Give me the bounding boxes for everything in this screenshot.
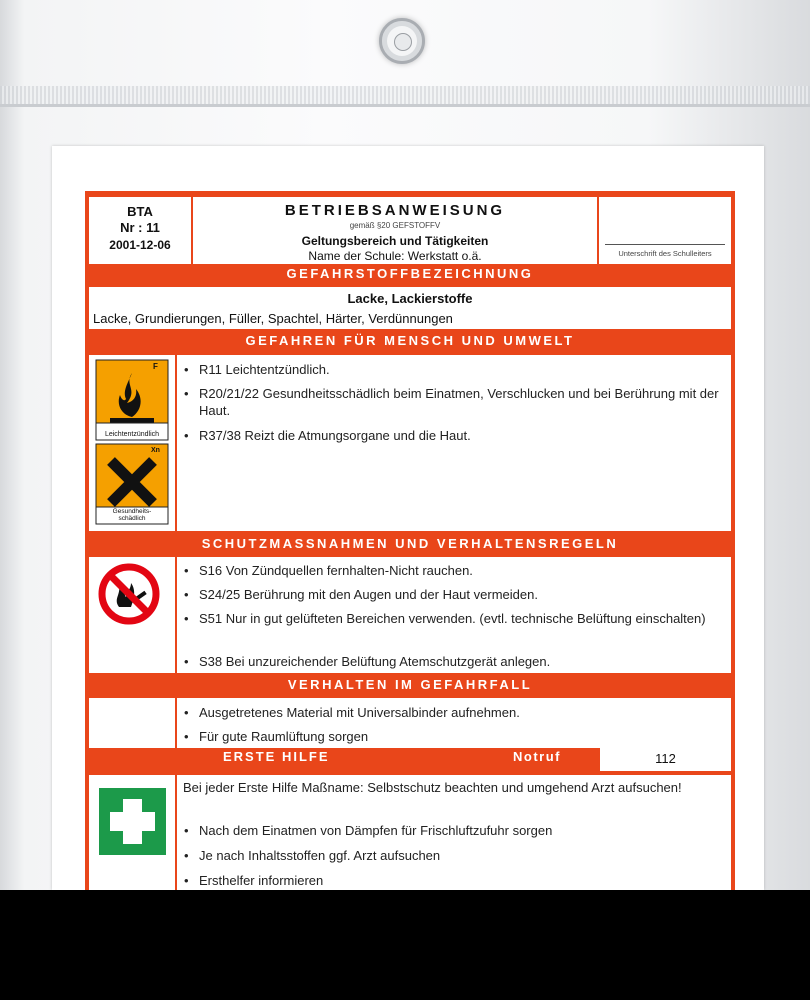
sleeve-seam-line xyxy=(0,104,810,107)
protection-text-cell xyxy=(177,557,731,673)
bottom-black-band xyxy=(0,890,810,1000)
emergency-call-label: Notruf xyxy=(513,749,561,764)
substance-name: Lacke, Lackierstoffe xyxy=(347,291,473,306)
substance-heading: GEFAHRSTOFFBEZEICHNUNG xyxy=(286,266,534,281)
school-name: Name der Schule: Werkstatt o.ä. xyxy=(308,249,482,263)
first-aid-intro: Bei jeder Erste Hilfe Maßname: Selbstschutz beachten und umgehend Arzt aufsuchen! xyxy=(183,780,682,795)
document-subtitle: gemäß §20 GEFSTOFFV xyxy=(349,221,441,230)
title-box xyxy=(193,197,597,264)
first-aid-text-cell xyxy=(177,775,731,890)
signature-box xyxy=(599,197,731,264)
signature-label: Unterschrift des Schulleiters xyxy=(618,249,712,258)
emergency-symbol-cell xyxy=(89,698,175,748)
emergency-item: • Ausgetretenes Material mit Universalbinder aufnehmen. xyxy=(199,704,724,721)
harmful-symbol-label-2: schädlich xyxy=(118,515,146,522)
bta-label: BTA xyxy=(127,204,153,219)
first-aid-cross-icon xyxy=(89,775,175,890)
first-aid-heading: ERSTE HILFE xyxy=(223,749,330,764)
hazard-item: • R11 Leichtentzündlich. xyxy=(199,361,724,378)
document-frame xyxy=(85,191,735,890)
first-aid-symbol-cell xyxy=(89,775,175,890)
protection-item: • S16 Von Zündquellen fernhalten-Nicht rauchen. xyxy=(199,562,724,579)
harmful-symbol-letter: Xn xyxy=(151,447,160,454)
operating-instruction-sheet xyxy=(52,146,764,890)
hazard-symbols-icon xyxy=(89,355,175,531)
protection-item: • S24/25 Berührung mit den Augen und der Haut vermeiden. xyxy=(199,586,724,603)
hazard-item: • R20/21/22 Gesundheitsschädlich beim Einatmen, Verschlucken und bei Berührung mit der Haut. xyxy=(199,385,724,419)
emergency-call-number: 112 xyxy=(655,751,676,766)
emergency-heading: VERHALTEN IM GEFAHRFALL xyxy=(287,677,533,692)
hazard-symbols-cell xyxy=(89,355,175,531)
emergency-text-cell xyxy=(177,698,731,748)
emergency-item: • Für gute Raumlüftung sorgen xyxy=(199,728,724,745)
protection-item: • S38 Bei unzureichender Belüftung Atemschutzgerät anlegen. xyxy=(199,653,724,670)
protection-heading: SCHUTZMASSNAHMEN UND VERHALTENSREGELN xyxy=(201,536,619,551)
no-fire-icon xyxy=(89,557,175,673)
bta-date: 2001-12-06 xyxy=(109,238,171,252)
sleeve-weld-seam xyxy=(0,86,810,106)
bta-box xyxy=(89,197,191,264)
protection-symbol-cell xyxy=(89,557,175,673)
scope-label: Geltungsbereich und Tätigkeiten xyxy=(301,234,489,248)
first-aid-item: • Ersthelfer informieren xyxy=(199,872,724,889)
flammable-symbol-letter: F xyxy=(153,362,158,371)
substance-box xyxy=(89,287,731,329)
hazards-text-cell xyxy=(177,355,731,531)
protection-item: • S51 Nur in gut gelüfteten Bereichen verwenden. (evtl. technische Belüftung einschalten) xyxy=(199,610,724,627)
first-aid-item: • Nach dem Einatmen von Dämpfen für Frischluftzufuhr sorgen xyxy=(199,822,724,839)
hazard-item: • R37/38 Reizt die Atmungsorgane und die Haut. xyxy=(199,427,724,444)
bta-number: Nr : 11 xyxy=(120,220,160,235)
emergency-call-box xyxy=(600,747,731,771)
harmful-symbol-label-1: Gesundheits- xyxy=(112,508,152,515)
substance-description: Lacke, Grundierungen, Füller, Spachtel, Härter, Verdünnungen xyxy=(93,311,453,326)
first-aid-item: • Je nach Inhaltsstoffen ggf. Arzt aufsuchen xyxy=(199,847,724,864)
document-title: BETRIEBSANWEISUNG xyxy=(284,202,506,219)
flammable-symbol-label: Leichtentzündlich xyxy=(104,431,160,438)
hanging-eyelet xyxy=(379,18,425,64)
hazards-heading: GEFAHREN FÜR MENSCH UND UMWELT xyxy=(245,333,575,348)
